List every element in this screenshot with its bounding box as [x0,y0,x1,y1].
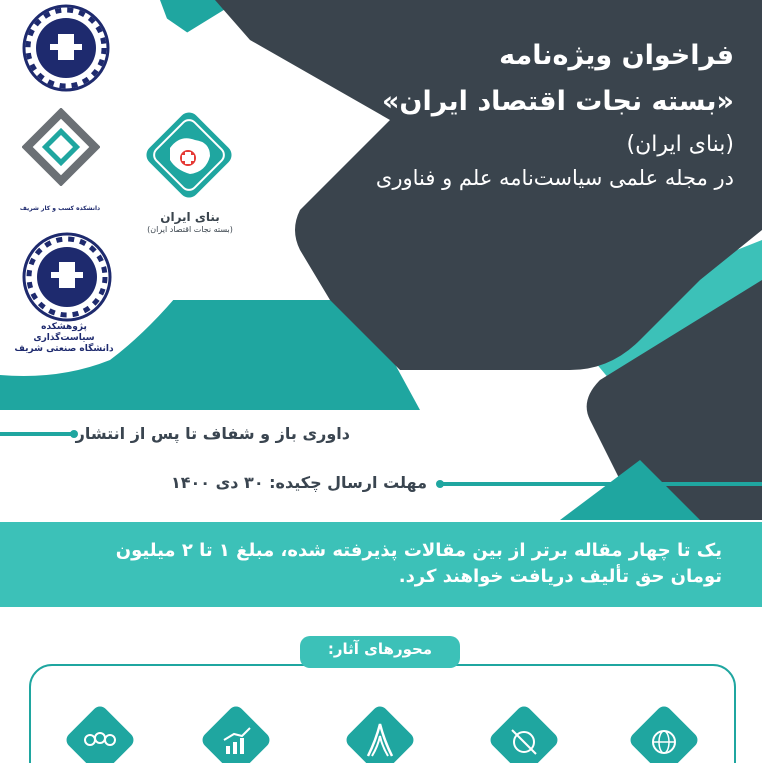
prize-text [22,538,722,590]
prize-line2: تومان حق تألیف دریافت خواهند کرد. [398,566,722,587]
deadline-text: مهلت ارسال چکیده: ۳۰ دی ۱۴۰۰ [170,473,427,492]
policy-institute-logo [22,232,112,322]
banaye-iran-subtitle: (بسته نجات اقتصاد ایران) [147,225,233,234]
banaye-iran-name: بنای ایران [160,210,220,224]
tower-icon [340,700,420,763]
policy-institute-name [14,322,114,355]
business-school-name: دانشکده کسب و کار شریف [19,205,101,212]
title-line4: در مجله علمی سیاست‌نامه علم و فناوری [375,166,734,190]
globe-icon [624,700,704,763]
business-school-logo [22,108,100,186]
growth-chart-icon [196,700,276,763]
policy-institute-line2: دانشگاه صنعتی شریف [14,344,114,354]
title-line1: فراخوان ویژه‌نامه [499,40,734,71]
title-line2: «بسته نجات اقتصاد ایران» [381,86,734,117]
title-block [264,36,734,194]
topics-heading: محورهای آثار: [327,640,433,658]
title-line3: (بنای ایران) [626,132,734,157]
satellite-icon [484,700,564,763]
review-line [0,432,75,436]
deadline-line-dot [436,480,444,488]
deadline-line [440,482,762,486]
prize-line1: یک تا چهار مقاله برتر از بین مقالات پذیرفته شده، مبلغ ۱ تا ۲ میلیون [115,540,722,561]
review-text: داوری باز و شفاف تا پس از انتشار [75,424,350,443]
people-icon [60,700,140,763]
sharif-university-logo-top [22,4,110,92]
policy-institute-line1: پژوهشکده سیاست‌گذاری [33,322,95,343]
banaye-iran-logo [140,106,238,204]
